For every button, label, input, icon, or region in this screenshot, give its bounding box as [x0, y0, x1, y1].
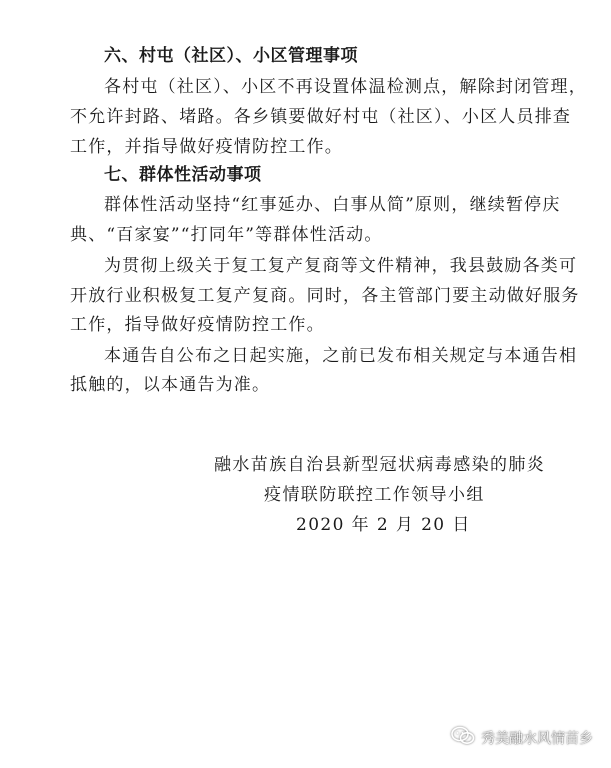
watermark: [451, 726, 593, 750]
paragraph-line: 开放行业积极复工复产复商。同时，各主管部门要主动做好服务: [70, 286, 580, 306]
paragraph-line: 本通告自公布之日起实施，之前已发布相关规定与本通告相: [104, 346, 578, 366]
paragraph-line: 工作，并指导做好疫情防控工作。: [70, 137, 343, 157]
paragraph-line: 各村屯（社区）、小区不再设置体温检测点，解除封闭管理，: [104, 77, 587, 97]
signature-org-line1: 融水苗族自治县新型冠状病毒感染的肺炎: [214, 455, 546, 475]
section-heading-seven: 七、群体性活动事项: [104, 165, 262, 185]
signature-org-line2: 疫情联防联控工作领导小组: [264, 485, 485, 505]
paragraph-line: 典、“百家宴”“打同年”等群体性活动。: [70, 225, 383, 245]
signature-date: 2020 年 2 月 20 日: [296, 515, 471, 535]
paragraph-line: 不允许封路、堵路。各乡镇要做好村屯（社区）、小区人员排查: [70, 107, 572, 127]
paragraph-line: 抵触的，以本通告为准。: [70, 375, 271, 395]
paragraph-line: 群体性活动坚持“红事延办、白事从简”原则，继续暂停庆: [104, 195, 561, 215]
wechat-icon: [451, 726, 475, 750]
watermark-text: 秀美融水风情苗乡: [481, 731, 593, 747]
section-heading-six: 六、村屯（社区）、小区管理事项: [104, 46, 358, 66]
paragraph-line: 为贯彻上级关于复工复产复商等文件精神，我县鼓励各类可: [104, 256, 578, 276]
paragraph-line: 工作，指导做好疫情防控工作。: [70, 315, 325, 335]
